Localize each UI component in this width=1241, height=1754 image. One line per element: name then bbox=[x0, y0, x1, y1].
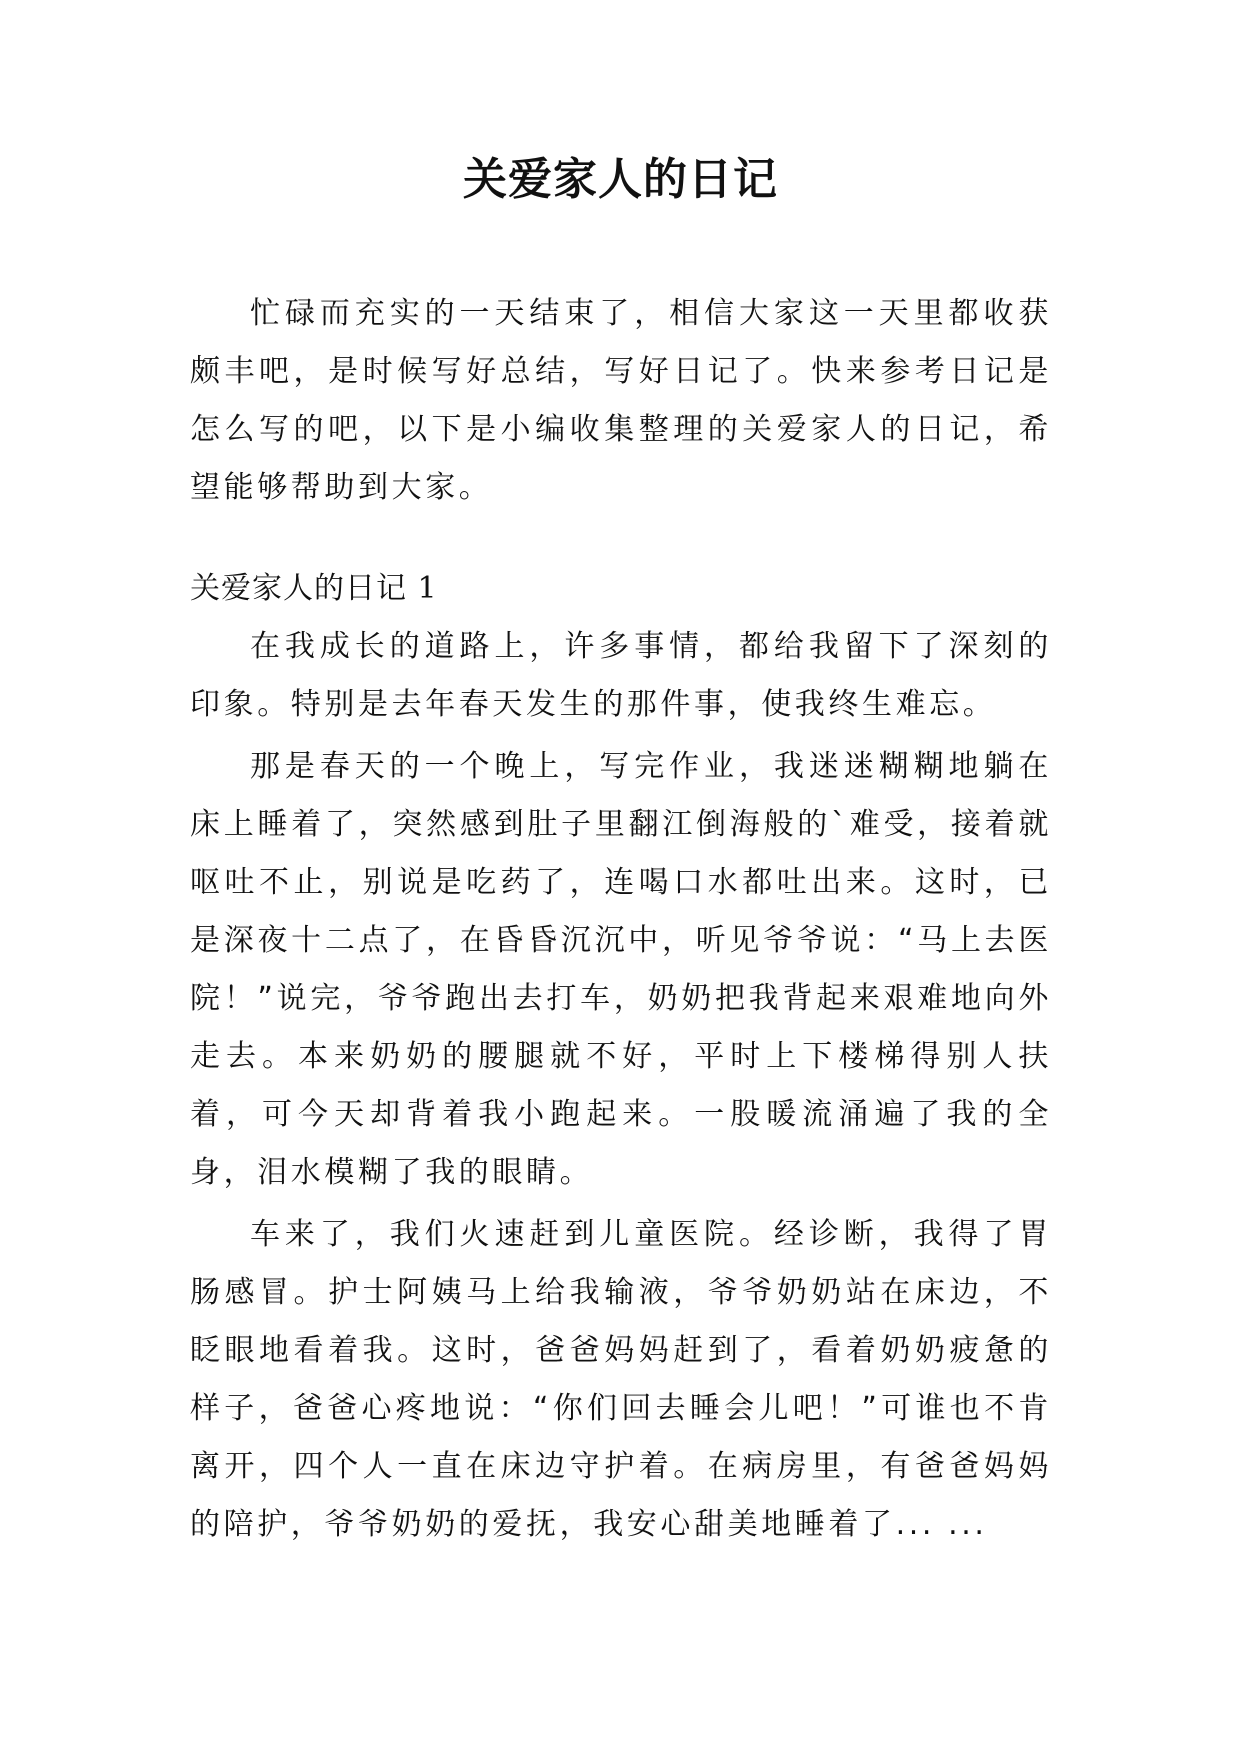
intro-paragraph: 忙碌而充实的一天结束了，相信大家这一天里都收获颇丰吧，是时候写好总结，写好日记了。快来参考日记是怎么写的吧，以下是小编收集整理的关爱家人的日记，希望能够帮助到大家。 bbox=[190, 296, 1052, 505]
section-heading: 关爱家人的日记 1 bbox=[190, 571, 438, 606]
body-paragraph-2: 那是春天的一个晚上，写完作业，我迷迷糊糊地躺在床上睡着了，突然感到肚子里翻江倒海般的`难受，接着就呕吐不止，别说是吃药了，连喝口水都吐出来。这时，已是深夜十二点了，在昏昏沉沉中，听见爷爷说：“马上去医院！”说完，爷爷跑出去打车，奶奶把我背起来艰难地向外走去。本来奶奶的腰腿就不好，平时上下楼梯得别人扶着，可今天却背着我小跑起来。一股暖流涌遍了我的全身，泪水模糊了我的眼睛。 bbox=[190, 749, 1052, 1190]
body-paragraph-1: 在我成长的道路上，许多事情，都给我留下了深刻的印象。特别是去年春天发生的那件事，使我终生难忘。 bbox=[190, 629, 1052, 722]
body-paragraph-3: 车来了，我们火速赶到儿童医院。经诊断，我得了胃肠感冒。护士阿姨马上给我输液，爷爷奶奶站在床边，不眨眼地看着我。这时，爸爸妈妈赶到了，看着奶奶疲惫的样子，爸爸心疼地说：“你们回去睡会儿吧！”可谁也不肯离开，四个人一直在床边守护着。在病房里，有爸爸妈妈的陪护，爷爷奶奶的爱抚，我安心甜美地睡着了... ... bbox=[190, 1217, 1052, 1542]
document-title: 关爱家人的日记 bbox=[463, 154, 778, 205]
document-body bbox=[190, 285, 1052, 1554]
